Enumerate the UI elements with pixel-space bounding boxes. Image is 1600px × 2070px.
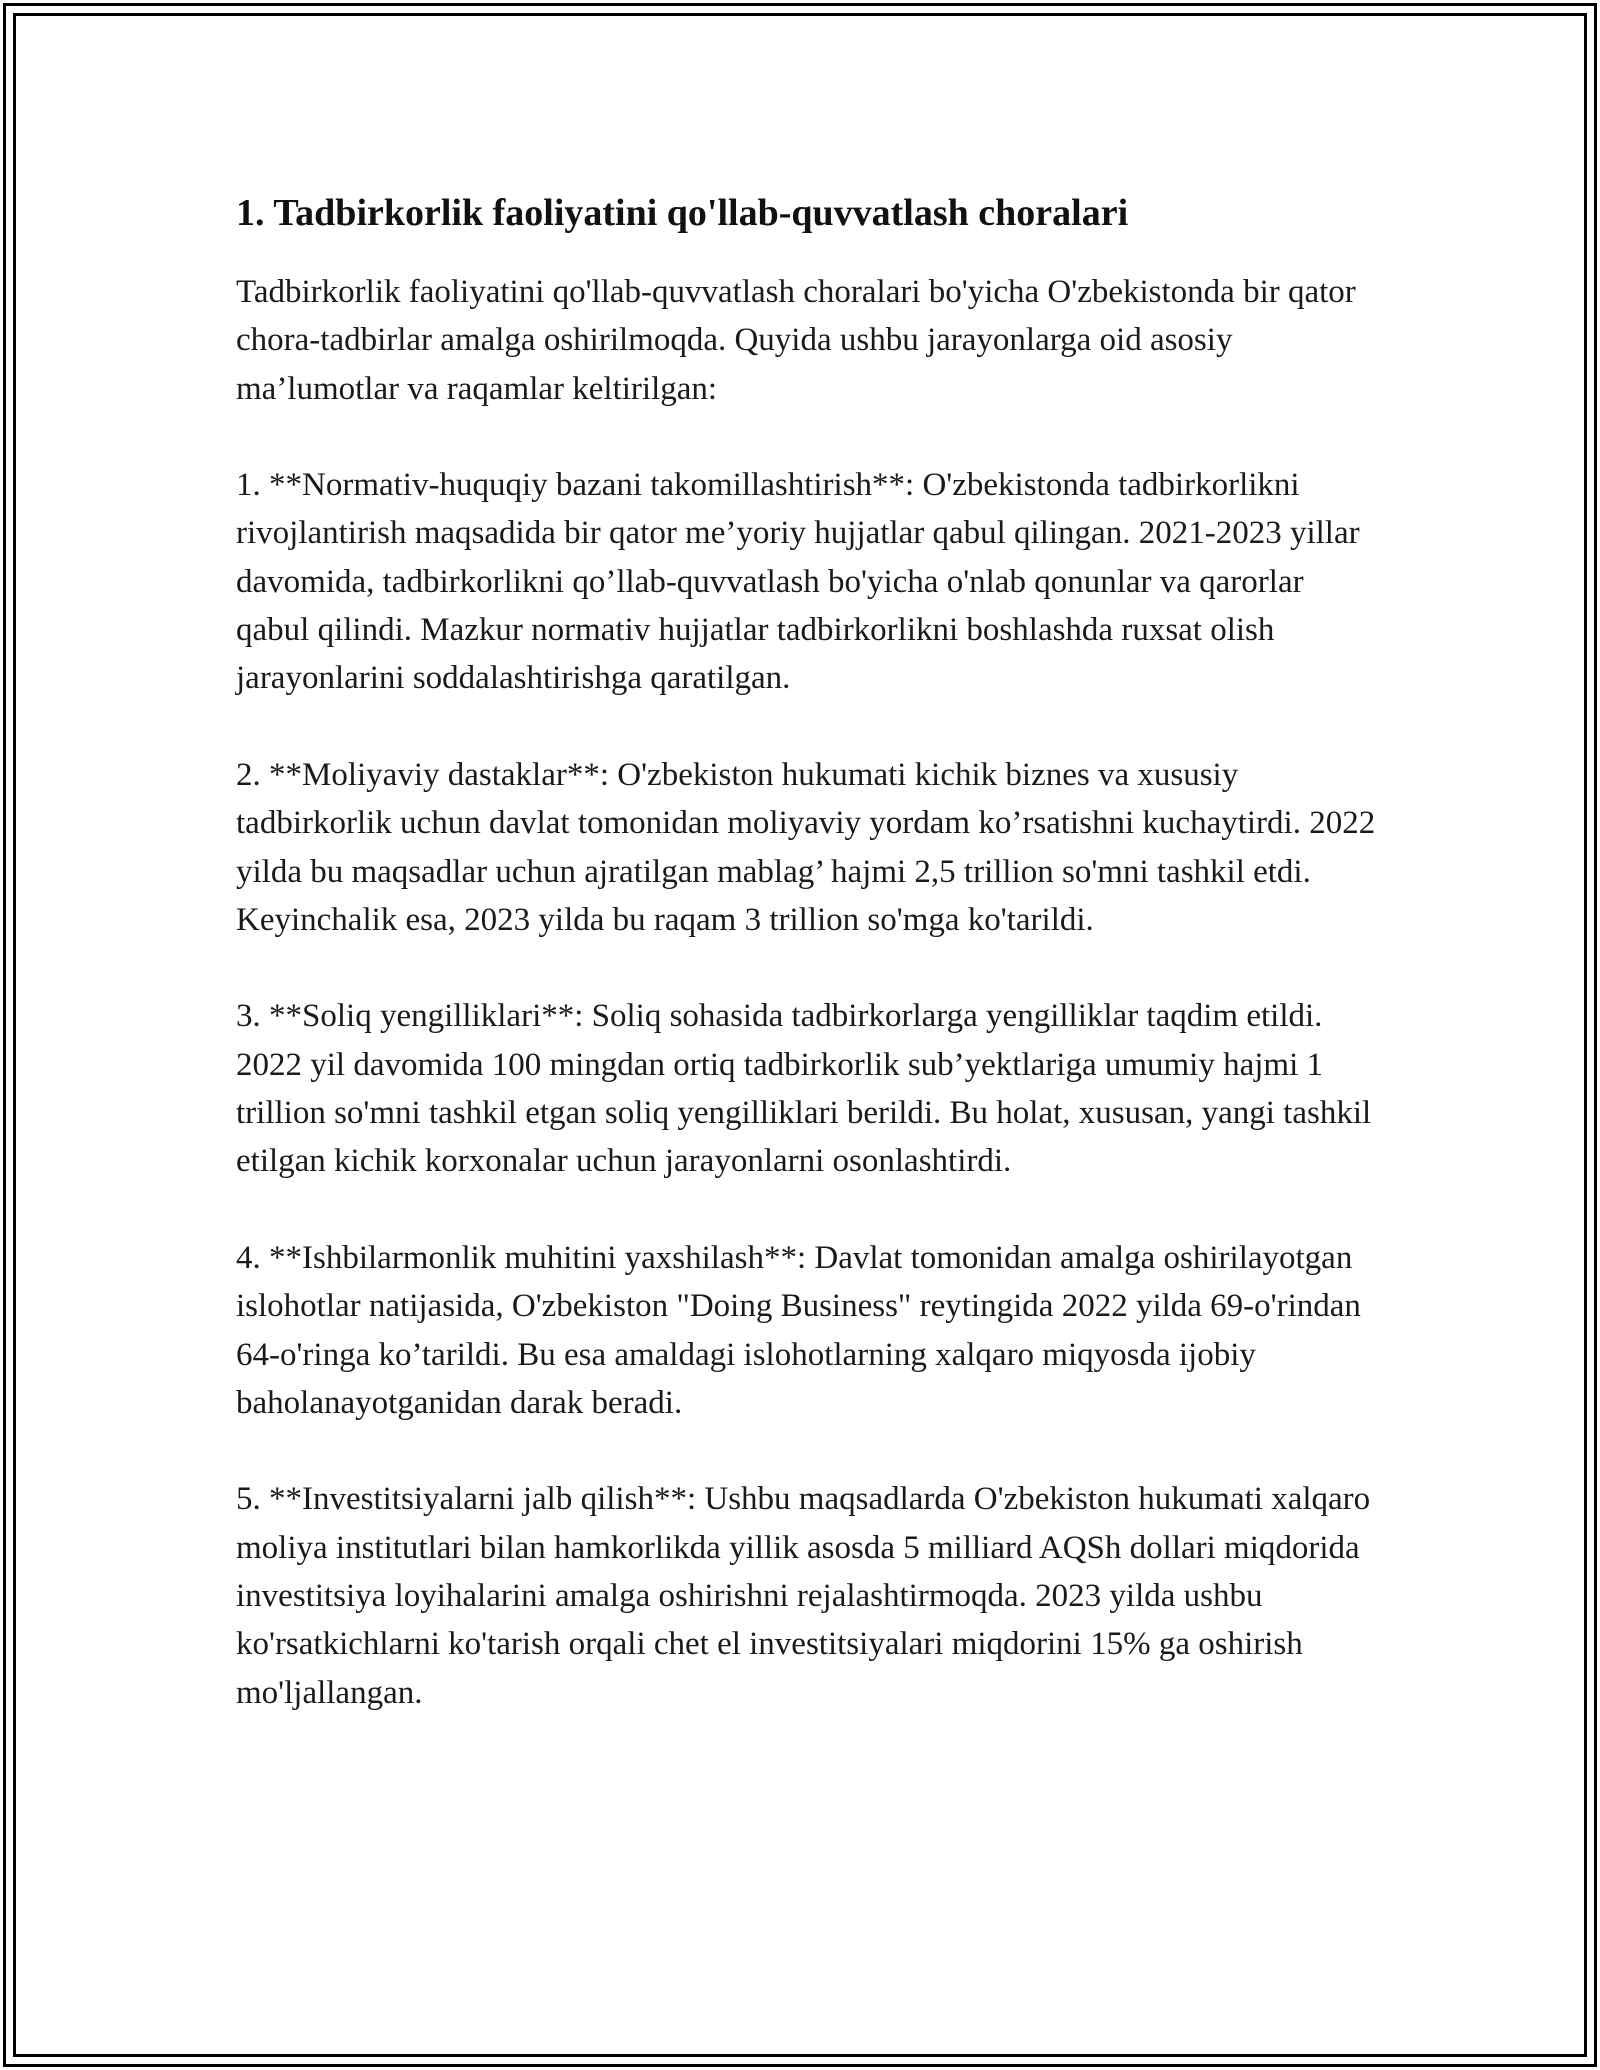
- list-item: 2. **Moliyaviy dastaklar**: O'zbekiston hukumati kichik biznes va xususiy tadbirkorlik uchun davlat tomonidan moliyaviy yordam ko’rsatishni kuchaytirdi. 2022 yilda bu maqsadlar uchun ajratilgan mablag’ hajmi 2,5 trillion so'mni tashkil etdi. Keyinchalik esa, 2023 yilda bu raqam 3 trillion so'mga ko'tarildi.: [236, 756, 1376, 938]
- list-item: 1. **Normativ-huquqiy bazani takomillashtirish**: O'zbekistonda tadbirkorlikni rivojlantirish maqsadida bir qator me’yoriy hujjatlar qabul qilingan. 2021-2023 yillar davomida, tadbirkorlikni qo’llab-quvvatlash bo'yicha o'nlab qonunlar va qarorlar qabul qilindi. Mazkur normativ hujjatlar tadbirkorlikni boshlashda ruxsat olish jarayonlarini soddalashtirishga qaratilgan.: [236, 467, 1360, 697]
- list-item: 3. **Soliq yengilliklari**: Soliq sohasida tadbirkorlarga yengilliklar taqdim etildi. 2022 yil davomida 100 mingdan ortiq tadbirkorlik sub’yektlariga umumiy hajmi 1 trillion so'mni tashkil etgan soliq yengilliklari berildi. Bu holat, xususan, yangi tashkil etilgan kichik korxonalar uchun jarayonlarni osonlashtirdi.: [236, 998, 1372, 1180]
- list-item: 5. **Investitsiyalarni jalb qilish**: Ushbu maqsadlarda O'zbekiston hukumati xalqaro moliya institutlari bilan hamkorlikda yillik asosda 5 milliard AQSh dollari miqdorida investitsiya loyihalarini amalga oshirishni rejalashtirmoqda. 2023 yilda ushbu ko'rsatkichlarni ko'tarish orqali chet el investitsiyalari miqdorini 15% ga oshirish mo'ljallangan.: [236, 1481, 1371, 1711]
- document-title: 1. Tadbirkorlik faoliyatini qo'llab-quvvatlash choralari: [236, 192, 1129, 234]
- document-body: [236, 186, 1376, 1765]
- list-item: 4. **Ishbilarmonlik muhitini yaxshilash**: Davlat tomonidan amalga oshirilayotgan islohotlar natijasida, O'zbekiston "Doing Business" reytingida 2022 yilda 69-o'rindan 64-o'ringa ko’tarildi. Bu esa amaldagi islohotlarning xalqaro miqyosda ijobiy baholanayotganidan darak beradi.: [236, 1239, 1361, 1421]
- intro-paragraph: Tadbirkorlik faoliyatini qo'llab-quvvatlash choralari bo'yicha O'zbekistonda bir qator chora-tadbirlar amalga oshirilmoqda. Quyida ushbu jarayonlarga oid asosiy ma’lumotlar va raqamlar keltirilgan:: [236, 274, 1356, 407]
